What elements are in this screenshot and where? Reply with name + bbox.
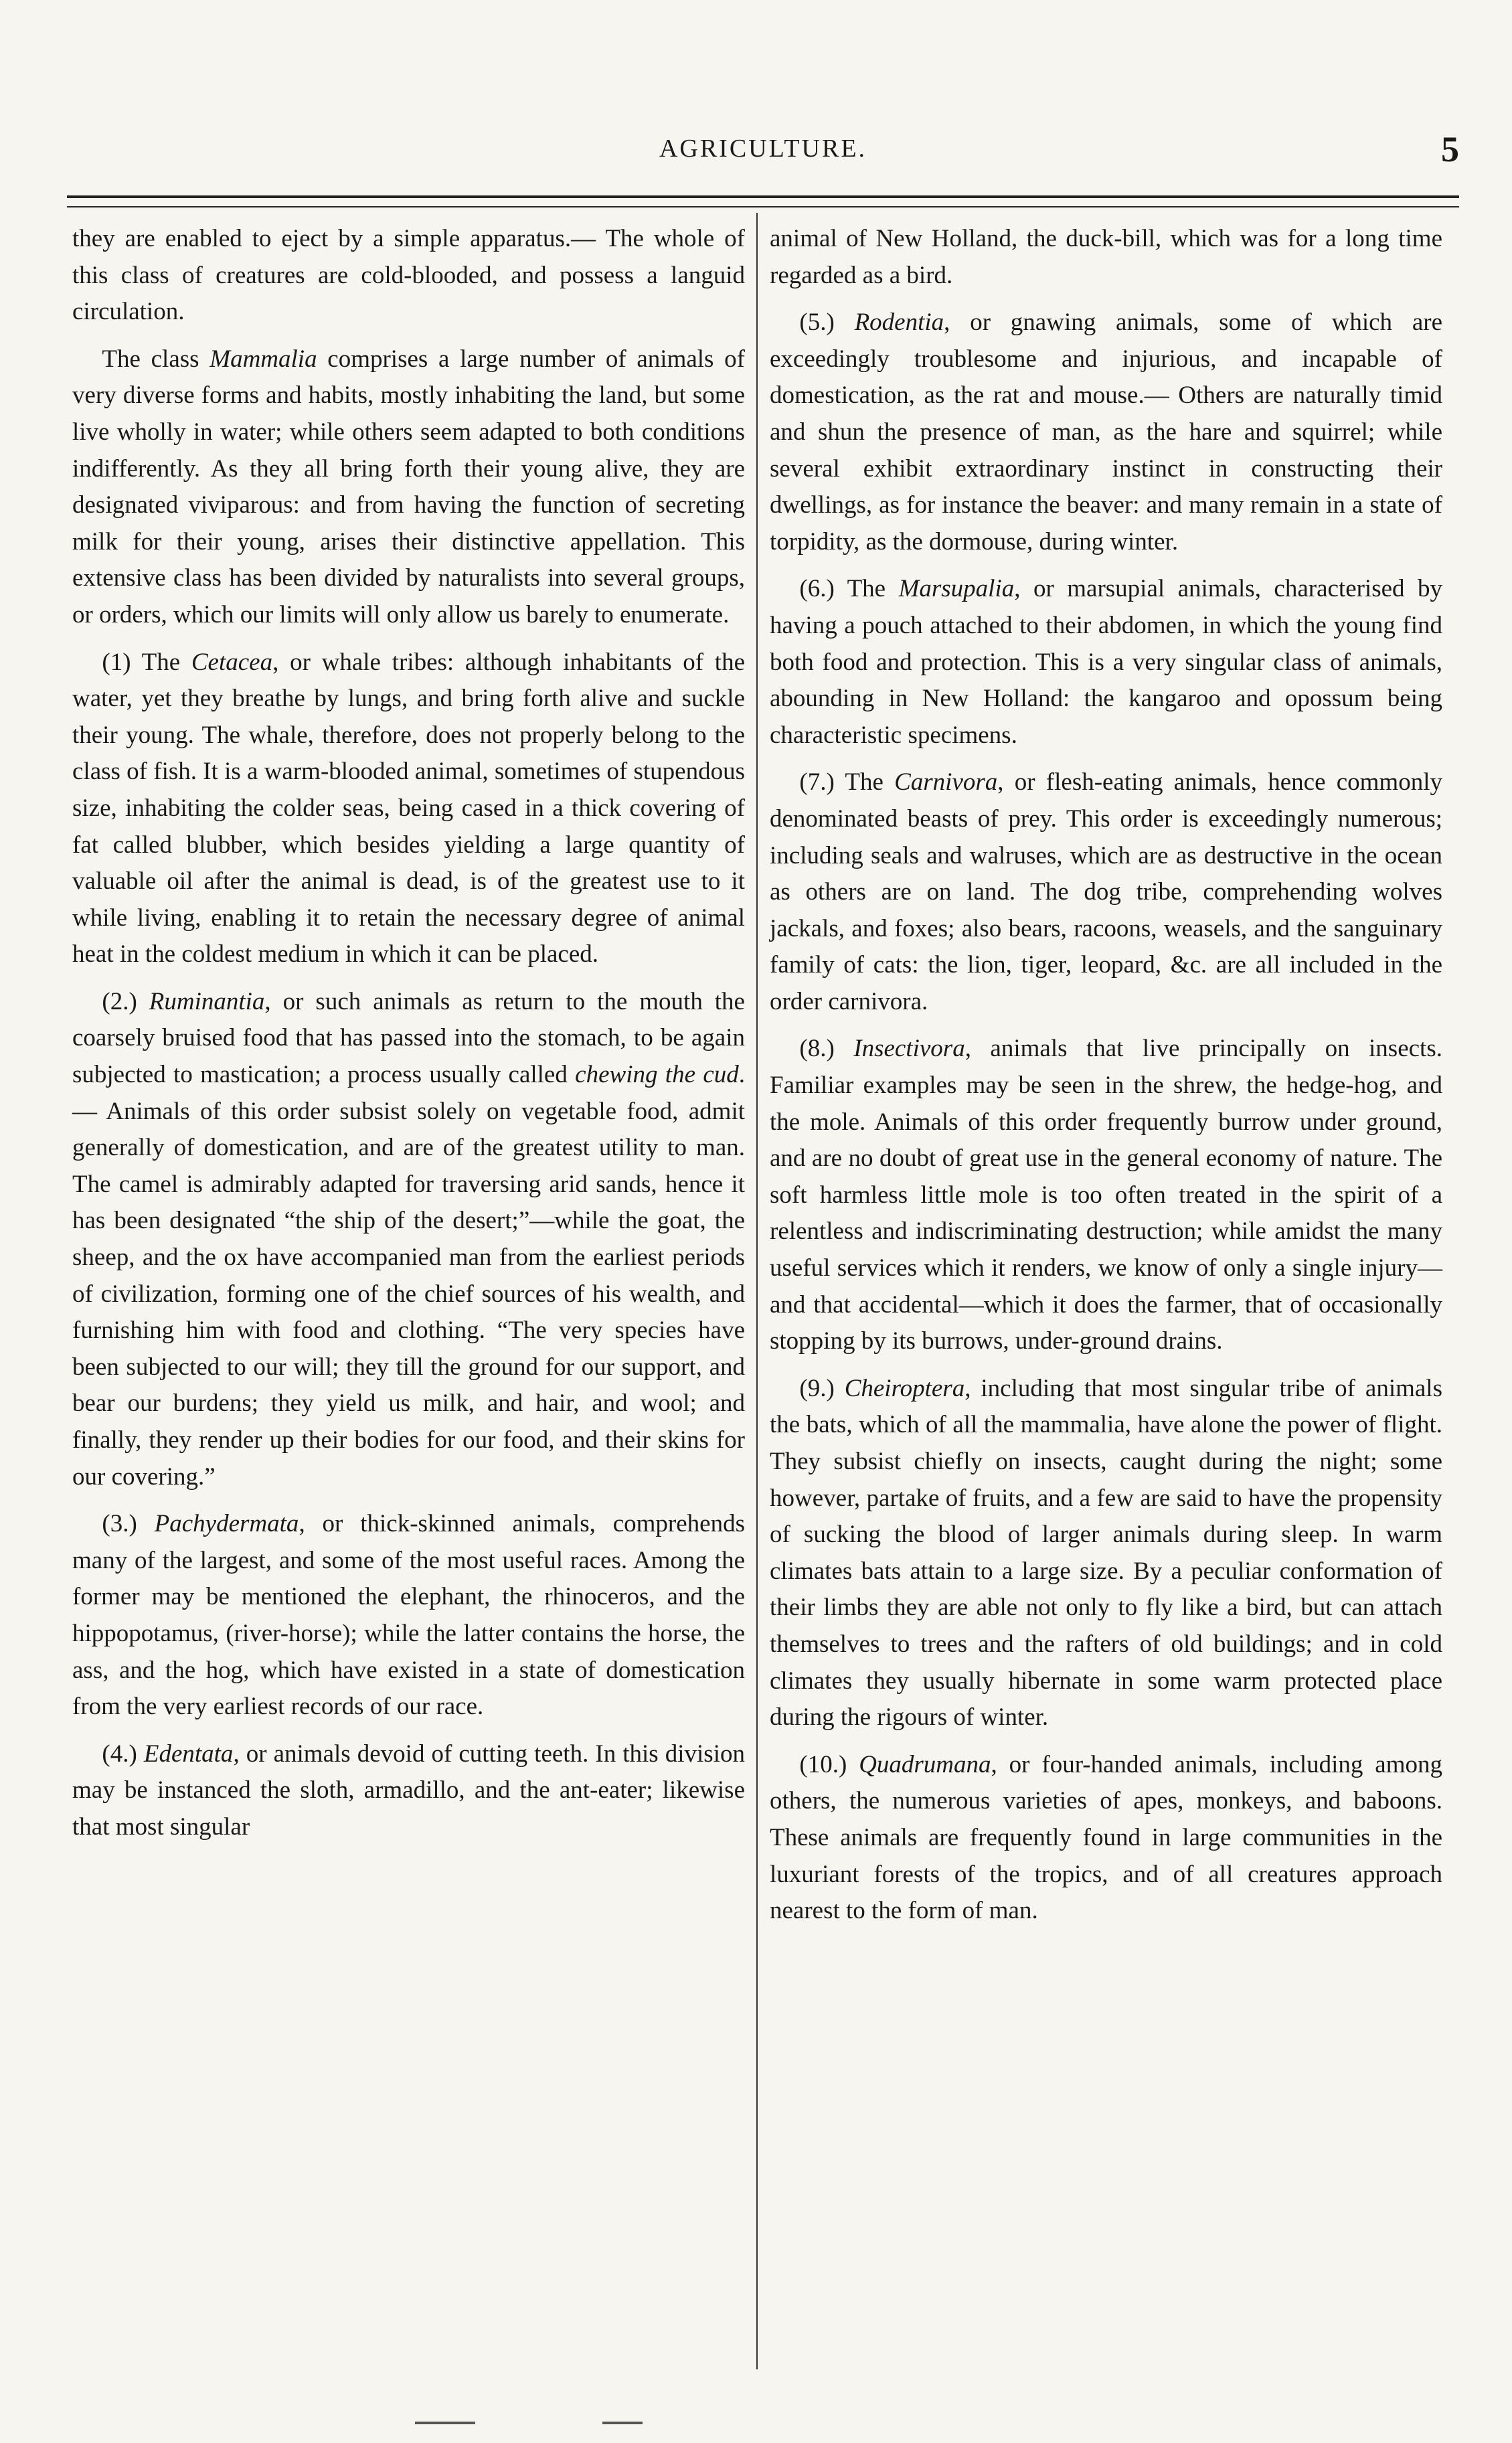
running-title: AGRICULTURE. — [659, 135, 867, 163]
paragraph: (5.) Rodentia, or gnawing animals, some of which are exceedingly troublesome and injurious, and incapable of domestication, as the rat and mouse.— Others are naturally timid and shun the presence of man, as the hare and squirrel; while several exhibit extraordinary instinct in constructing their dwellings, as for instance the beaver: and many remain in a state of torpidity, as the dormouse, during winter. — [770, 309, 1442, 556]
page-number: 5 — [1441, 129, 1459, 169]
paragraph: (6.) The Marsupalia, or marsupial animals, characterised by having a pouch attached to their abdomen, in which the young find both food and protection. This is a very singular class of animals, abounding in New Holland: the kangaroo and opossum being characteristic specimens. — [770, 575, 1442, 749]
right-column — [770, 221, 1442, 1940]
paragraph: (7.) The Carnivora, or flesh-eating animals, hence commonly denominated beasts of prey. This order is exceedingly numerous; including seals and walruses, which are as destructive in the ocean as others are on land. The dog tribe, comprehending wolves jackals, and foxes; also bears, racoons, weasels, and the sanguinary family of cats: the lion, tiger, leopard, &c. are all included in the order carnivora. — [770, 768, 1442, 1015]
paragraph: (9.) Cheiroptera, including that most singular tribe of animals the bats, which of all the mammalia, have alone the power of flight. They subsist chiefly on insects, caught during the night; some however, partake of fruits, and a few are said to have the propensity of sucking the blood of larger animals during sleep. In warm climates bats attain to a large size. By a peculiar conformation of their limbs they are able not only to fly like a bird, but can attach themselves to trees and the rafters of old buildings; and in cold climates they usually hibernate in some warm protected place during the rigours of winter. — [770, 1374, 1442, 1732]
header-rule-thin — [67, 206, 1459, 207]
paragraph: they are enabled to eject by a simple apparatus.— The whole of this class of creatures are cold-blooded, and possess a languid circulation. — [72, 225, 745, 326]
paragraph: animal of New Holland, the duck-bill, which was for a long time regarded as a bird. — [770, 225, 1442, 289]
header-rule-thick — [67, 195, 1459, 198]
paragraph: (3.) Pachydermata, or thick-skinned animals, comprehends many of the largest, and some of the most useful races. Among the former may be mentioned the elephant, the rhinoceros, and the hippopotamus, (river-horse); while the latter contains the horse, the ass, and the hog, which have existed in a state of domestication from the very earliest records of our race. — [72, 1510, 745, 1721]
print-mark — [415, 2422, 475, 2424]
paragraph: (10.) Quadrumana, or four-handed animals, including among others, the numerous varieties of apes, monkeys, and baboons. These animals are frequently found in large communities in the luxuriant forests of the tropics, and of all creatures approach nearest to the form of man. — [770, 1750, 1442, 1925]
print-mark — [602, 2422, 643, 2424]
paragraph: (4.) Edentata, or animals devoid of cutting teeth. In this division may be instanced the sloth, armadillo, and the ant-eater; likewise that most singular — [72, 1740, 745, 1841]
paragraph: (1) The Cetacea, or whale tribes: although inhabitants of the water, yet they breathe by lungs, and bring forth alive and suckle their young. The whale, therefore, does not properly belong to the class of fish. It is a warm-blooded animal, sometimes of stupendous size, inhabiting the colder seas, being cased in a thick covering of fat called blubber, which besides yielding a large quantity of valuable oil after the animal is dead, is of the greatest use to it while living, enabling it to retain the necessary degree of animal heat in the coldest medium in which it can be placed. — [72, 648, 745, 968]
paragraph: (8.) Insectivora, animals that live principally on insects. Familiar examples may be seen in the shrew, the hedge-hog, and the mole. Animals of this order frequently burrow under ground, and are no doubt of great use in the general economy of nature. The soft harmless little mole is too often treated in the spirit of a relentless and indiscriminating destruction; while amidst the many useful services which it renders, we know of only a single injury—and that accidental—which it does the farmer, that of occasionally stopping by its burrows, under-ground drains. — [770, 1035, 1442, 1355]
left-column — [72, 221, 745, 1857]
column-divider — [756, 213, 758, 2369]
paragraph: The class Mammalia comprises a large number of animals of very diverse forms and habits, mostly inhabiting the land, but some live wholly in water; while others seem adapted to both conditions indifferently. As they all bring forth their young alive, they are designated viviparous: and from having the function of secreting milk for their young, arises their distinctive appellation. This extensive class has been divided by naturalists into several groups, or orders, which our limits will only allow us barely to enumerate. — [72, 345, 745, 628]
paragraph: (2.) Ruminantia, or such animals as return to the mouth the coarsely bruised food that has passed into the stomach, to be again subjected to mastication; a process usually called chewing the cud.— Animals of this order subsist solely on vegetable food, admit generally of domestication, and are of the greatest utility to man. The camel is admirably adapted for traversing arid sands, hence it has been designated “the ship of the desert;”—while the goat, the sheep, and the ox have accompanied man from the earliest periods of civilization, forming one of the chief sources of his wealth, and furnishing him with food and clothing. “The very species have been subjected to our will; they till the ground for our support, and bear our burdens; they yield us milk, and hair, and wool; and finally, they render up their bodies for our food, and their skins for our covering.” — [72, 987, 745, 1491]
page-header — [67, 129, 1459, 174]
